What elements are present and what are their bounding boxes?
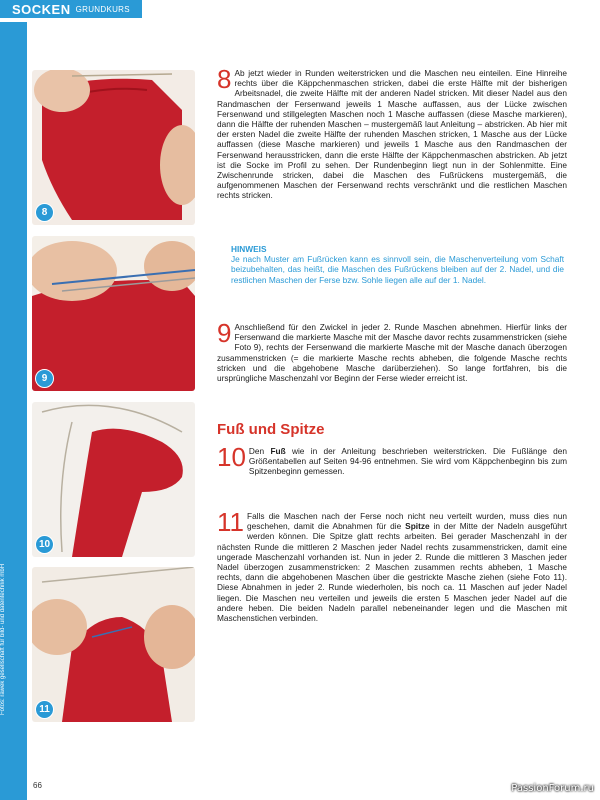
step-10-pre: Den	[248, 446, 271, 456]
page-number: 66	[33, 781, 42, 790]
photo-8-badge: 8	[35, 203, 54, 222]
photo-10	[32, 402, 195, 557]
step-11	[217, 507, 567, 624]
step-9-number: 9	[217, 318, 232, 348]
section-title: Fuß und Spitze	[217, 421, 325, 438]
photo-9	[32, 236, 195, 391]
step-10	[217, 442, 567, 477]
step-8-number: 8	[217, 64, 232, 94]
step-8-text: Ab jetzt wieder in Runden weiterstricken und die Maschen neu einteilen. Eine Hinreihe rechts über die Käppchenmaschen stricken, dabei die erste Hälfte mit der bisherigen Arbeitsnadel, die zweite Hälfte mit der anderen Nadel stricken. Mit dieser Nadel aus den Randmaschen der Fersenwand jeweils 1 Masche auffassen, aus der Lücke zwischen Fersenwand und stillgelegten Maschen noch 1 Masche auffassen (diese Masche markieren), dann die Hälfte der ruhenden Maschen – mustergemäß laut Anleitung – abstricken. Ab hier mit der ersten Nadel die zweite Hälfte der ruhenden Maschen stricken, 1 Masche aus der Lücke auffassen (diese Masche markieren) und jeweils 1 Masche aus den Randmaschen der Fersenwand herausstricken, dann die erste Hälfte der Käppchenmaschen abstricken. Ab jetzt ist die Socke im Profil zu sehen. Der Rundenbeginn liegt nun in der Sohlenmitte. Eine Zwischenrunde stricken, dabei die Maschen des Fußrückens mustergemäß, die aufgenommenen Maschen der Fersenwand rechts verschränkt und die restlichen Maschen rechts stricken.	[217, 68, 567, 201]
photo-11-badge: 11	[35, 700, 54, 719]
photo-10-image	[32, 402, 195, 557]
step-11-number: 11	[217, 507, 244, 537]
step-9	[217, 318, 567, 384]
photo-10-badge: 10	[35, 535, 54, 554]
header-subtitle: GRUNDKURS	[75, 4, 130, 14]
header-title: SOCKEN	[12, 1, 71, 17]
photo-credit: Fotos: rawek gesellschaft für bild- und datentechnik mbH	[0, 563, 6, 715]
step-10-bold: Fuß	[270, 446, 286, 456]
step-11-pre: Falls die Maschen nach der Ferse noch nicht neu verteilt wurden, muss dies nun geschehen, damit die Abnahmen für die	[247, 511, 567, 532]
step-8	[217, 64, 567, 201]
photo-11-image	[32, 567, 195, 722]
site-watermark: PassionForum.ru	[511, 783, 594, 794]
photo-8	[32, 70, 195, 225]
step-11-bold: Spitze	[405, 521, 430, 532]
photo-9-image	[32, 236, 195, 391]
photo-8-image	[32, 70, 195, 225]
photo-11	[32, 567, 195, 722]
photo-9-badge: 9	[35, 369, 54, 388]
note-box	[231, 244, 564, 285]
step-11-post: in der Mitte der Nadeln ausgeführt werden können. Die Spitze glatt rechts arbeiten. Bei gerader Maschenzahl in der nächsten Runde die mittleren 2 Maschen jeder Nadel rechts zusammenstricken, damit eine ungerade Maschenzahl vorhanden ist. Nun in jeder 2. Runde die mittleren 3 Maschen jeder Nadel überzogen zusammenstricken: 2 Maschen zusammen rechts abheben, 1 Masche rechts, dann die abgehobenen Maschen über die gestrickte Masche ziehen (siehe Foto 11). Diese Abnahmen in jeder 2. Runde wiederholen, bis noch ca. 11 Maschen auf jeder Nadel liegen. Die Maschen neu verteilen und jeweils die ersten 5 Maschen jeder Nadel auf die andere heben. Die beiden Nadeln parallel nebeneinander legen und die Maschen mit Maschenstichen verbinden.	[217, 521, 567, 624]
step-10-number: 10	[217, 442, 246, 472]
step-9-text: Anschließend für den Zwickel in jeder 2. Runde Maschen abnehmen. Hierfür links der Fersenwand die markierte Masche mit der Masche davor rechts zusammenstricken (siehe Foto 9), rechts der Fersenwand die markierte Masche mit der Masche danach überzogen zusammenstricken (= die markierte Masche rechts abheben, die folgende Masche rechts stricken und die abgehobene Masche darüberziehen). So lange fortfahren, bis die ursprüngliche Maschenzahl vor Beginn der Ferse wieder erreicht ist.	[217, 322, 567, 384]
note-title: HINWEIS	[231, 244, 267, 254]
header-bar	[0, 0, 142, 18]
note-text: Je nach Muster am Fußrücken kann es sinnvoll sein, die Maschenverteilung vom Schaft beizubehalten, das heißt, die Maschen des Fußrückens bleiben auf der 2. Nadel, und die restlichen Maschen der Ferse bzw. Sohle liegen alle auf der 1. Nadel.	[231, 254, 564, 285]
step-10-post: wie in der Anleitung beschrieben weiterstricken. Die Fußlänge den Größentabellen auf Seiten 94-96 entnehmen. Sie wird vom Käppchenbeginn bis zum Spitzenbeginn gemessen.	[248, 446, 567, 477]
